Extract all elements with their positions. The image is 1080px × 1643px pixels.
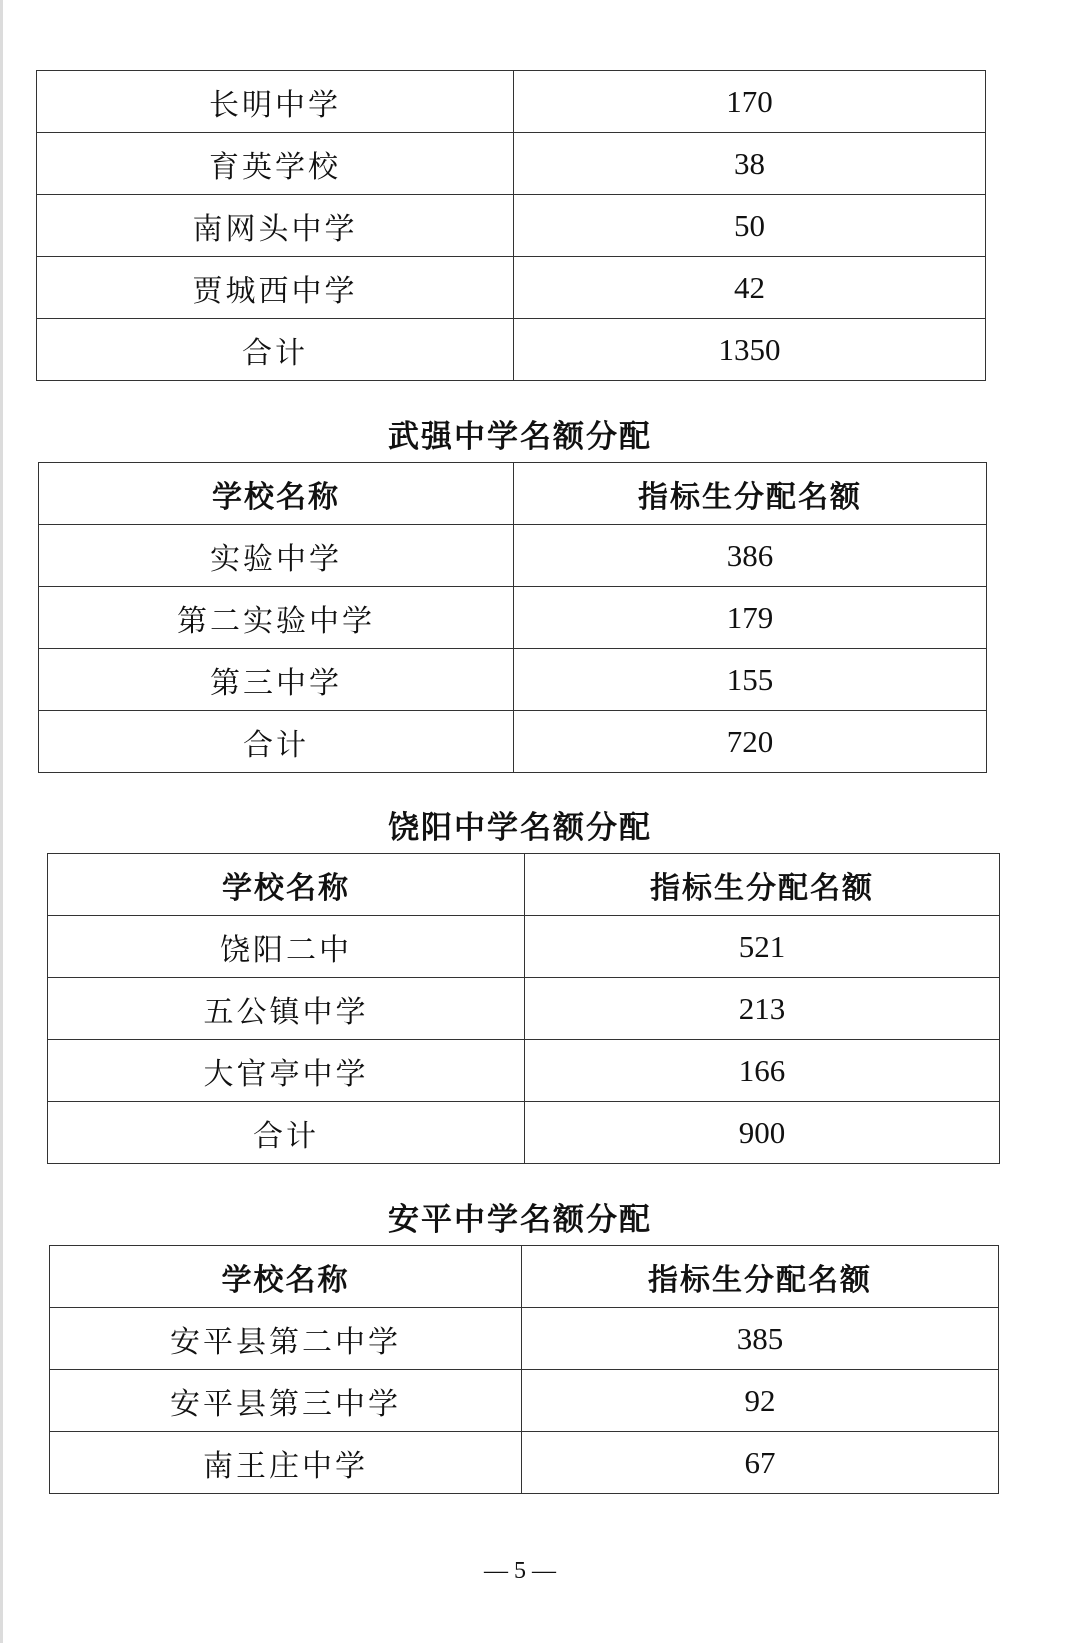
- school-name-cell: 育英学校: [37, 133, 514, 195]
- header-school-name: 学校名称: [39, 463, 514, 525]
- quota-table-raoyang: [47, 853, 1000, 1164]
- section-title-wuqiang: 武强中学名额分配: [388, 419, 652, 455]
- header-quota: 指标生分配名额: [525, 854, 1000, 916]
- quota-cell: 170: [514, 71, 986, 133]
- table-row: [48, 1040, 1000, 1102]
- total-value-cell: 900: [525, 1102, 1000, 1164]
- school-name-cell: 安平县第二中学: [50, 1308, 522, 1370]
- table-row: [37, 257, 986, 319]
- quota-cell: 385: [522, 1308, 999, 1370]
- table-header-row: [39, 463, 987, 525]
- table-row: [50, 1370, 999, 1432]
- quota-cell: 179: [514, 587, 987, 649]
- header-school-name: 学校名称: [48, 854, 525, 916]
- school-name-cell: 安平县第三中学: [50, 1370, 522, 1432]
- total-value-cell: 720: [514, 711, 987, 773]
- school-name-cell: 贾城西中学: [37, 257, 514, 319]
- quota-table-continued: [36, 70, 986, 381]
- school-name-cell: 第三中学: [39, 649, 514, 711]
- total-value-cell: 1350: [514, 319, 986, 381]
- table-row: [39, 649, 987, 711]
- total-label-cell: 合计: [39, 711, 514, 773]
- school-name-cell: 南王庄中学: [50, 1432, 522, 1494]
- total-row: [48, 1102, 1000, 1164]
- table-row: [50, 1432, 999, 1494]
- total-label-cell: 合计: [37, 319, 514, 381]
- table-row: [37, 133, 986, 195]
- school-name-cell: 长明中学: [37, 71, 514, 133]
- quota-cell: 42: [514, 257, 986, 319]
- table-header-row: [50, 1246, 999, 1308]
- table-row: [48, 916, 1000, 978]
- quota-cell: 521: [525, 916, 1000, 978]
- school-name-cell: 实验中学: [39, 525, 514, 587]
- table-row: [39, 587, 987, 649]
- quota-table-anping: [49, 1245, 999, 1494]
- quota-cell: 50: [514, 195, 986, 257]
- header-school-name: 学校名称: [50, 1246, 522, 1308]
- header-quota: 指标生分配名额: [522, 1246, 999, 1308]
- quota-cell: 38: [514, 133, 986, 195]
- table-row: [48, 978, 1000, 1040]
- quota-cell: 166: [525, 1040, 1000, 1102]
- table-header-row: [48, 854, 1000, 916]
- quota-cell: 386: [514, 525, 987, 587]
- school-name-cell: 南网头中学: [37, 195, 514, 257]
- header-quota: 指标生分配名额: [514, 463, 987, 525]
- quota-cell: 92: [522, 1370, 999, 1432]
- section-title-raoyang: 饶阳中学名额分配: [388, 810, 652, 846]
- total-row: [37, 319, 986, 381]
- table-row: [37, 71, 986, 133]
- table-row: [39, 525, 987, 587]
- total-label-cell: 合计: [48, 1102, 525, 1164]
- quota-cell: 213: [525, 978, 1000, 1040]
- quota-cell: 67: [522, 1432, 999, 1494]
- table-row: [37, 195, 986, 257]
- school-name-cell: 大官亭中学: [48, 1040, 525, 1102]
- quota-cell: 155: [514, 649, 987, 711]
- page-number: — 5 —: [484, 1558, 556, 1584]
- school-name-cell: 饶阳二中: [48, 916, 525, 978]
- table-row: [50, 1308, 999, 1370]
- section-title-anping: 安平中学名额分配: [388, 1202, 652, 1238]
- quota-table-wuqiang: [38, 462, 987, 773]
- school-name-cell: 五公镇中学: [48, 978, 525, 1040]
- total-row: [39, 711, 987, 773]
- school-name-cell: 第二实验中学: [39, 587, 514, 649]
